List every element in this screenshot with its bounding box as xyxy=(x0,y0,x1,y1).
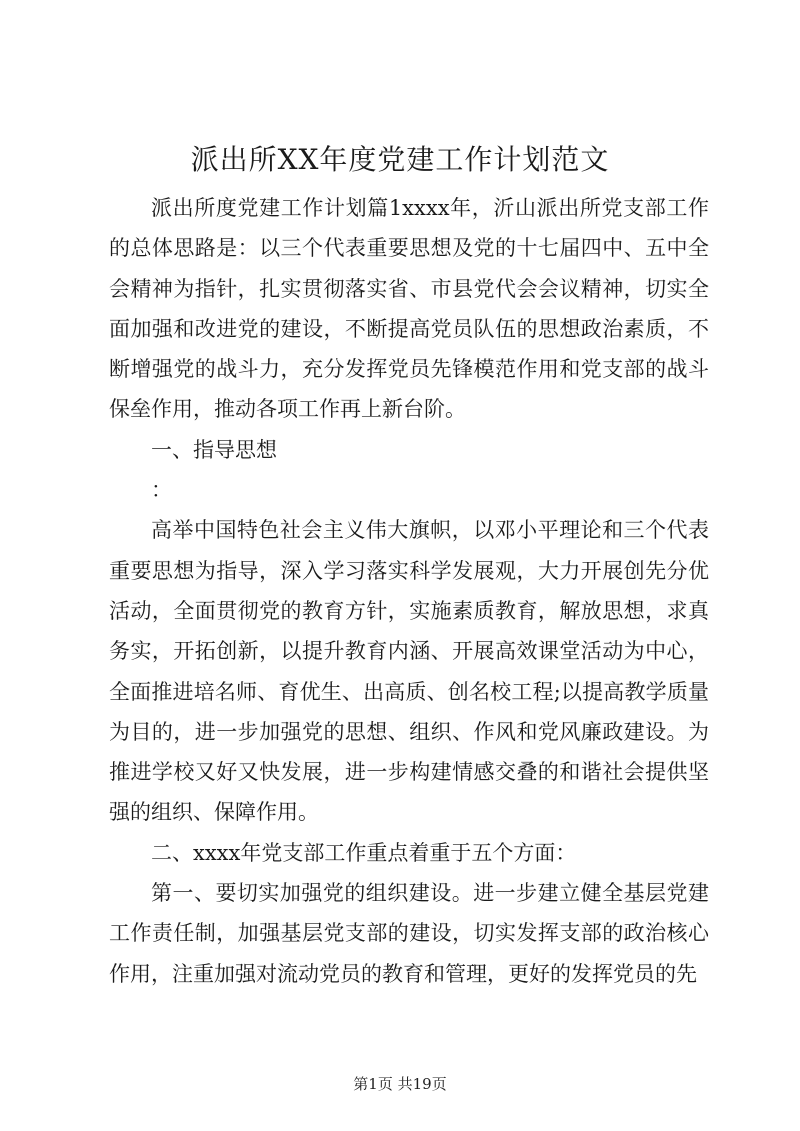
heading-guiding-ideology: 一、指导思想 xyxy=(151,437,277,462)
paragraph-intro: 派出所度党建工作计划篇1xxxx年，沂山派出所党支部工作的总体思路是：以三个代表重要思想及党的十七届四中、五中全会精神为指针，扎实贯彻落实省、市县党代会会议精神，切实全面加强和改进党的建设，不断提高党员队伍的思想政治素质，不断增强党的战斗力，充分发挥党员先锋模范作用和党支部的战斗保垒作用，推动各项工作再上新台阶。 xyxy=(109,196,709,422)
paragraph-colon: ： xyxy=(151,478,172,503)
paragraph-guiding-ideology: 高举中国特色社会主义伟大旗帜，以邓小平理论和三个代表重要思想为指导，深入学习落实科学发展观，大力开展创先分优活动，全面贯彻党的教育方针，实施素质教育，解放思想，求真务实，开拓创新，以提升教育内涵、开展高效课堂活动为中心，全面推进培名师、育优生、出高质、创名校工程;以提高教学质量为目的，进一步加强党的思想、组织、作风和党风廉政建设。为推进学校又好又快发展，进一步构建情感交叠的和谐社会提供坚强的组织、保障作用。 xyxy=(109,518,709,825)
document-body xyxy=(109,188,709,994)
heading-work-focus: 二、xxxx年党支部工作重点着重于五个方面： xyxy=(151,840,577,865)
document-title: 派出所XX年度党建工作计划范文 xyxy=(190,143,610,176)
page-number: 第1页 共19页 xyxy=(353,1075,447,1093)
paragraph-first-point: 第一、要切实加强党的组织建设。进一步建立健全基层党建工作责任制，加强基层党支部的建设，切实发挥支部的政治核心作用，注重加强对流动党员的教育和管理，更好的发挥党员的先 xyxy=(109,881,709,986)
